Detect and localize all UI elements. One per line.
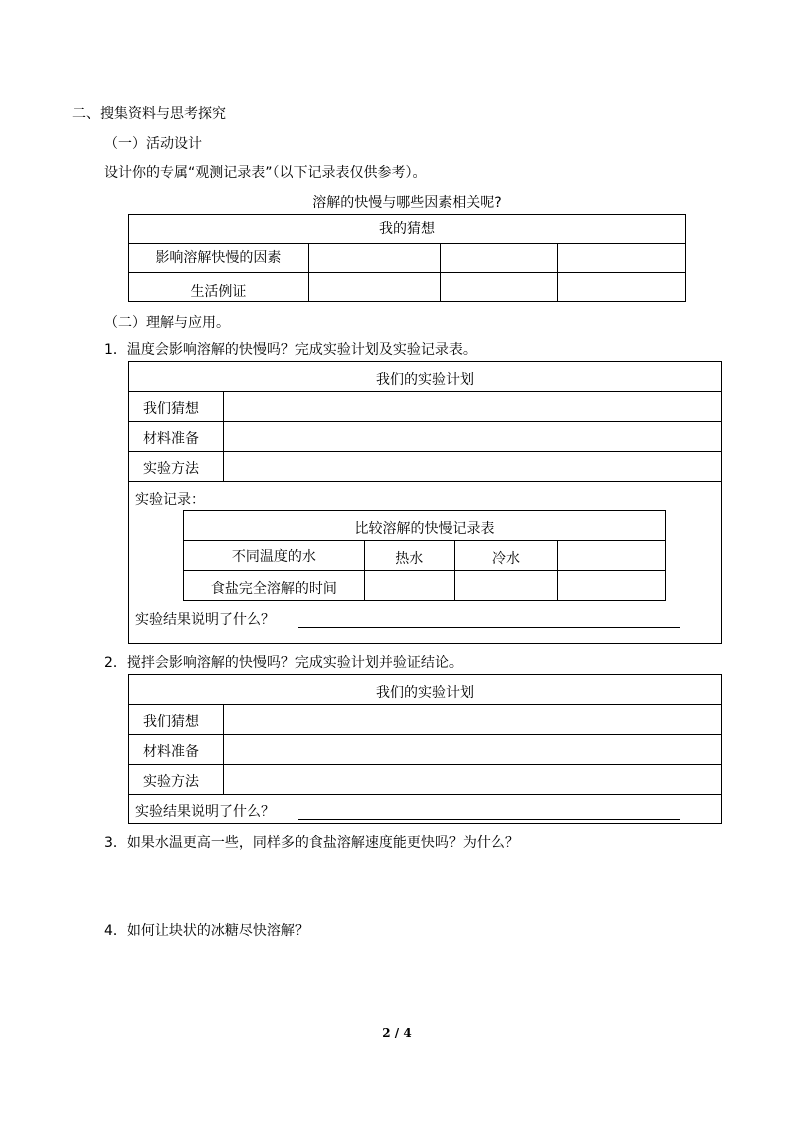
q2-result-line[interactable]	[298, 819, 680, 820]
q2-guess-field[interactable]	[224, 705, 721, 734]
factor-cell-2[interactable]	[440, 244, 558, 273]
q1-record-table	[183, 510, 666, 601]
example-cell-1[interactable]	[308, 273, 440, 302]
intro-text: 设计你的专属“观测记录表”（以下记录表仅供参考）。	[104, 165, 427, 181]
q1-plan-title: 我们的实验计划	[376, 372, 474, 388]
guess-table	[128, 214, 686, 302]
q2-method-field[interactable]	[224, 765, 721, 794]
q2-plan-title: 我们的实验计划	[376, 685, 474, 701]
q1-record-extra-time[interactable]	[558, 571, 666, 601]
example-cell-2[interactable]	[440, 273, 558, 302]
q1-record-cold-water: 冷水	[454, 541, 558, 571]
page-number: 2 / 4	[382, 1026, 412, 1040]
q1-record-hot-time[interactable]	[364, 571, 454, 601]
question-2: 2．搅拌会影响溶解的快慢吗？完成实验计划并验证结论。	[104, 655, 463, 671]
q1-method-field[interactable]	[224, 452, 721, 481]
q1-record-label: 实验记录：	[135, 492, 205, 508]
q2-materials-field[interactable]	[224, 735, 721, 764]
factor-cell-1[interactable]	[308, 244, 440, 273]
question-1: 1．温度会影响溶解的快慢吗？完成实验计划及实验记录表。	[104, 342, 477, 358]
section-heading: 二、搜集资料与思考探究	[72, 106, 226, 122]
q2-plan-row-guess: 我们猜想	[143, 714, 199, 730]
q1-materials-field[interactable]	[224, 422, 721, 451]
subsection-activity-design: （一）活动设计	[104, 136, 202, 152]
question-3: 3．如果水温更高一些，同样多的食盐溶解速度能更快吗？为什么？	[104, 835, 519, 851]
q2-plan-row-method: 实验方法	[143, 774, 199, 790]
q2-result-label: 实验结果说明了什么？	[135, 804, 275, 820]
table1-caption: 溶解的快慢与哪些因素相关呢?	[312, 195, 502, 211]
factor-cell-3[interactable]	[558, 244, 686, 273]
q1-result-line[interactable]	[298, 627, 680, 628]
example-cell-3[interactable]	[558, 273, 686, 302]
q1-record-title: 比较溶解的快慢记录表	[184, 511, 666, 541]
example-label: 生活例证	[129, 273, 309, 302]
q1-result-label: 实验结果说明了什么？	[135, 612, 275, 628]
q1-plan-row-materials: 材料准备	[143, 431, 199, 447]
q1-record-hot-water: 热水	[364, 541, 454, 571]
q1-record-cold-time[interactable]	[454, 571, 558, 601]
q1-plan-row-guess: 我们猜想	[143, 401, 199, 417]
question-4: 4．如何让块状的冰糖尽快溶解？	[104, 923, 309, 939]
q1-record-extra-header[interactable]	[558, 541, 666, 571]
q1-record-col0: 不同温度的水	[184, 541, 365, 571]
q1-record-row-label: 食盐完全溶解的时间	[184, 571, 365, 601]
guess-table-header: 我的猜想	[129, 215, 686, 244]
q2-plan-row-materials: 材料准备	[143, 744, 199, 760]
q1-plan-row-method: 实验方法	[143, 461, 199, 477]
subsection-application: （二）理解与应用。	[104, 315, 230, 331]
q1-guess-field[interactable]	[224, 392, 721, 421]
factor-label: 影响溶解快慢的因素	[129, 244, 309, 273]
